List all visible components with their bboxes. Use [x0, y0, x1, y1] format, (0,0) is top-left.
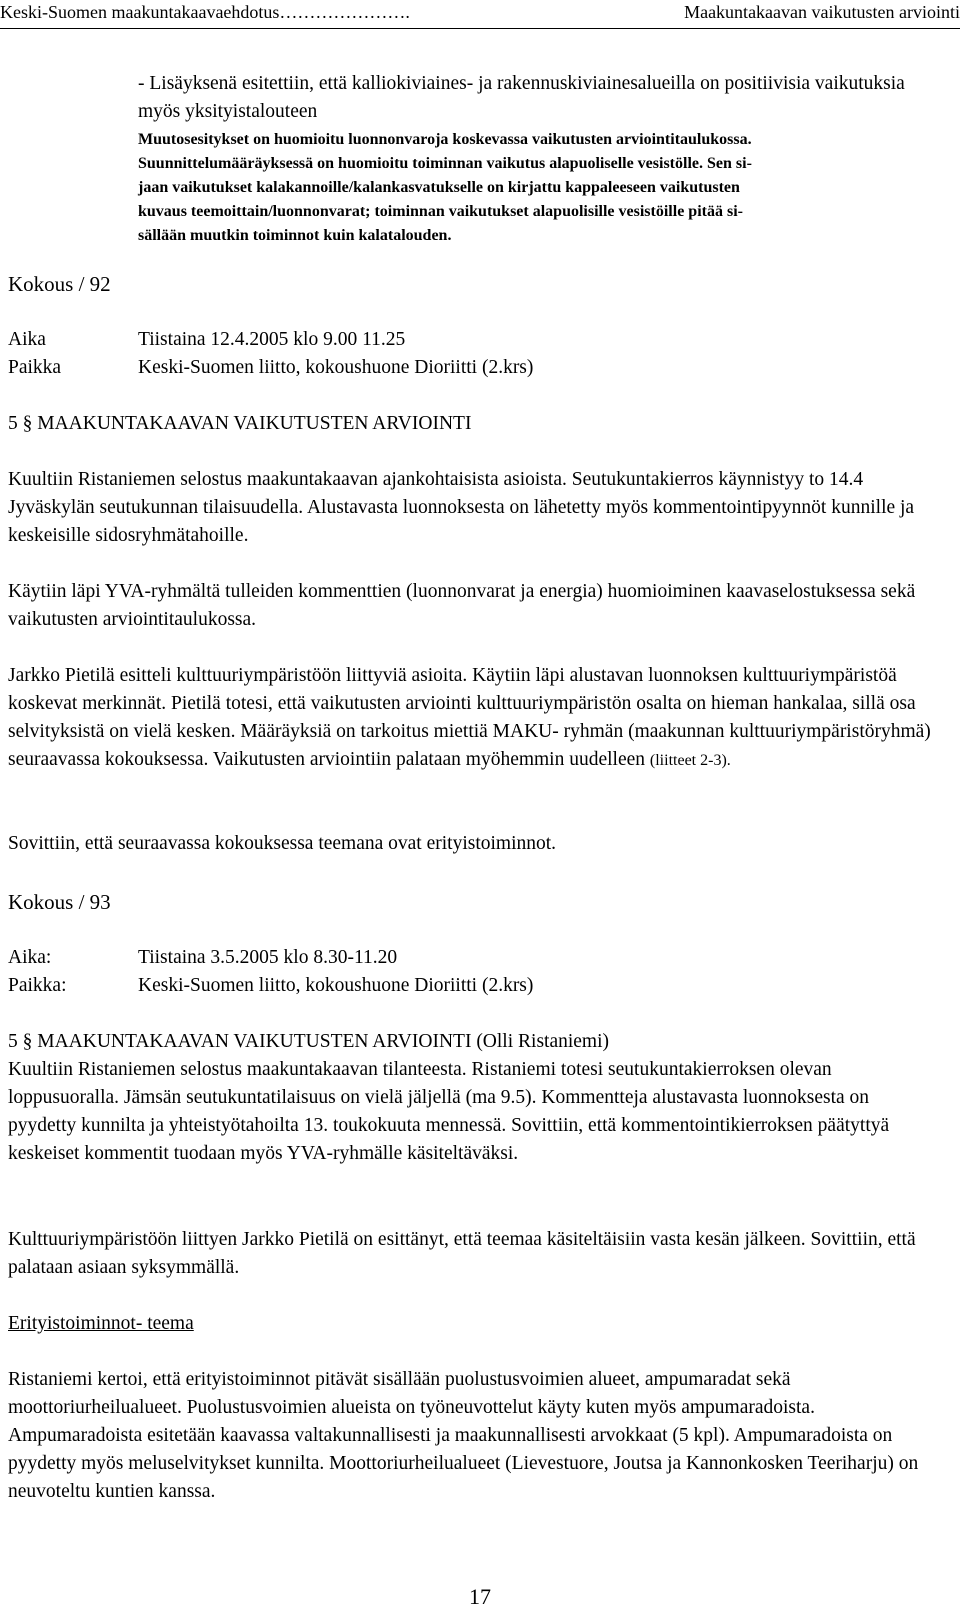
meeting-93-paragraph-2: Kulttuuriympäristöön liittyen Jarkko Pietilä on esittänyt, että teemaa käsiteltäisiin vasta kesän jälkeen. Sovittiin, että palataan asiaan syksymmällä. — [8, 1229, 916, 1278]
meeting-92-place-value: Keski-Suomen liitto, kokoushuone Dioriitti (2.krs) — [138, 357, 534, 378]
intro-bullet: - Lisäyksenä esitettiin, että kalliokiviaines- ja rakennuskiviainesalueilla on positiivisia vaikutuksia myös yksityistalouteen — [138, 73, 905, 122]
meeting-93-time-label: Aika: — [8, 947, 52, 968]
meeting-93-subheading: Erityistoiminnot- teema — [8, 1313, 194, 1334]
meeting-92-paragraph-3-text: Jarkko Pietilä esitteli kulttuuriympäristöön liittyviä asioita. Käytiin läpi alustavan luonnoksen kulttuuriympäristöä koskevat merkinnät. Pietilä totesi, että vaikutusten arviointi kulttuuriympäristön osalta on hieman hankalaa, sillä osa selvityksistä on vielä kesken. Määräyksiä on tarkoitus miettiä MAKU- ryhmän (maakunnan kulttuuriympäristöryhmä) seuraavassa kokouksessa. Vaikutusten arviointiin palataan myöhemmin uudelleen — [8, 665, 931, 770]
intro-bold-line-4: kuvaus teemoittain/luonnonvarat; toiminnan vaikutukset alapuolisille vesistöille pitää si- — [138, 203, 743, 220]
meeting-93-place-label: Paikka: — [8, 975, 67, 996]
meeting-93-place-value: Keski-Suomen liitto, kokoushuone Dioriitti (2.krs) — [138, 975, 534, 996]
meeting-92-time-value: Tiistaina 12.4.2005 klo 9.00 11.25 — [138, 329, 406, 350]
meeting-92-paragraph-4: Sovittiin, että seuraavassa kokouksessa teemana ovat erityistoiminnot. — [8, 833, 557, 854]
meeting-93-paragraph-1: Kuultiin Ristaniemen selostus maakuntakaavan tilanteesta. Ristaniemi totesi seutukuntakierroksen olevan loppusuoralla. Jämsän seutukuntatilaisuus on vielä jäljellä (ma 9.5). Kommentteja alustavasta luonnoksesta on pyydetty kunnilta ja yhteistyötahoilta 13. toukokuuta mennessä. Sovittiin, että kommentointikierroksen päätyttyä keskeiset kommentit tuodaan myös YVA-ryhmälle käsiteltäväksi. — [8, 1059, 890, 1164]
meeting-92-paragraph-1: Kuultiin Ristaniemen selostus maakuntakaavan ajankohtaisista asioista. Seutukuntakierros käynnistyy to 14.4 Jyväskylän seutukunnan tilaisuudella. Alustavasta luonnoksesta on lähetetty myös kommentointipyynnöt kunnille ja keskeisille sidosryhmätahoille. — [8, 469, 915, 546]
intro-bold-line-5: sällään muutkin toiminnot kuin kalatalouden. — [138, 227, 452, 244]
intro-bold-line-3: jaan vaikutukset kalakannoille/kalankasvatukselle on kirjattu kappaleeseen vaikutusten — [138, 179, 740, 196]
header-document-title: Keski-Suomen maakuntakaavaehdotus…………………. — [0, 2, 410, 22]
intro-bold-line-2: Suunnittelumääräyksessä on huomioitu toiminnan vaikutus alapuoliselle vesistölle. Sen si- — [138, 155, 752, 172]
meeting-92-time-label: Aika — [8, 329, 46, 350]
meeting-92-attachment-note: (liitteet 2-3). — [649, 752, 731, 769]
meeting-93-time-value: Tiistaina 3.5.2005 klo 8.30-11.20 — [138, 947, 398, 968]
page-header — [0, 0, 960, 29]
meeting-93-paragraph-3: Ristaniemi kertoi, että erityistoiminnot pitävät sisällään puolustusvoimien alueet, ampumaradat sekä moottoriurheilualueet. Puolustusvoimien alueista on työneuvottelut käyty kuten myös ampumaradoista. Ampumaradoista esitetään kaavassa valtakunnallisesti ja maakunnallisesti arvokkaat (5 kpl). Ampumaradoista on pyydetty myös meluselvitykset kunnilta. Moottoriurheilualueet (Lievestuore, Joutsa ja Kannonkosken Teeriharju) on neuvoteltu kuntien kanssa. — [8, 1369, 919, 1502]
meeting-92-section-heading: 5 § MAAKUNTAKAAVAN VAIKUTUSTEN ARVIOINTI — [8, 413, 472, 434]
meeting-92-paragraph-2: Käytiin läpi YVA-ryhmältä tulleiden kommenttien (luonnonvarat ja energia) huomioiminen kaavaselostuksessa sekä vaikutusten arviointitaulukossa. — [8, 581, 916, 630]
intro-bold-line-1: Muutosesitykset on huomioitu luonnonvaroja koskevassa vaikutusten arviointitaulukossa. — [138, 131, 752, 148]
header-section-title: Maakuntakaavan vaikutusten arviointi — [684, 2, 960, 22]
page-number: 17 — [469, 1584, 491, 1609]
meeting-92-paragraph-3 — [8, 662, 938, 775]
meeting-93-section-heading: 5 § MAAKUNTAKAAVAN VAIKUTUSTEN ARVIOINTI (Olli Ristaniemi) — [8, 1031, 610, 1052]
meeting-92-title: Kokous / 92 — [8, 272, 111, 296]
meeting-93-title: Kokous / 93 — [8, 890, 111, 914]
meeting-92-place-label: Paikka — [8, 357, 62, 378]
